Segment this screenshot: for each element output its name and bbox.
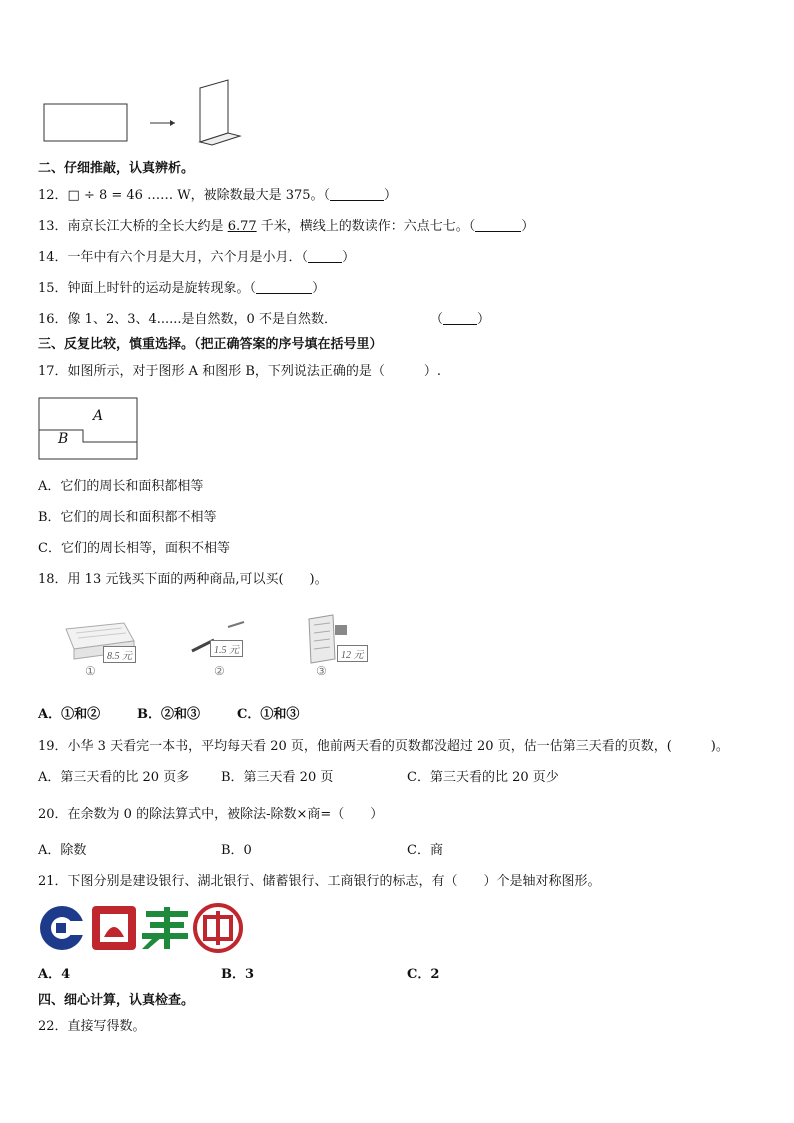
question-20: 20．在余数为 0 的除法算式中，被除法-除数×商=（ ）	[38, 807, 384, 822]
option-21-b[interactable]: B．3	[221, 967, 255, 982]
question-12: 12．□ ÷ 8 = 46 …… W，被除数最大是 375。（ ）	[38, 188, 398, 203]
price-tag-3: 12 元	[337, 645, 368, 662]
question-21: 21．下图分别是建设银行、湖北银行、储蓄银行、工商银行的标志，有（ ）个是轴对称图形。	[38, 874, 601, 889]
section-3-header: 三、反复比较，慎重选择。（把正确答案的序号填在括号里）	[38, 337, 383, 352]
icbc-logo-icon	[195, 905, 241, 951]
option-17-a[interactable]: A．它们的周长和面积都相等	[38, 479, 204, 494]
ccb-logo-icon	[40, 906, 86, 950]
question-number: 16．	[38, 312, 68, 327]
underlined-number: 6.77	[227, 219, 257, 234]
option-19-b[interactable]: B．第三天看 20 页	[221, 770, 334, 785]
option-17-b[interactable]: B．它们的周长和面积都不相等	[38, 510, 217, 525]
option-21-c[interactable]: C．2	[407, 967, 440, 982]
question-number: 21．	[38, 874, 68, 889]
item-mark-1: ①	[85, 664, 96, 678]
shape-a-b-diagram	[38, 397, 140, 461]
question-19: 19．小华 3 天看完一本书，平均每天看 20 页，他前两天看的页数都没超过 20 页，估一估第三天看的页数，( )。	[38, 739, 729, 754]
question-number: 14．	[38, 250, 68, 265]
option-19-c[interactable]: C．第三天看的比 20 页少	[407, 770, 559, 785]
postal-savings-logo-icon	[142, 907, 188, 949]
option-20-a[interactable]: A．除数	[38, 843, 87, 858]
question-number: 15．	[38, 281, 68, 296]
price-tag-2: 1.5 元	[210, 640, 243, 657]
option-18-c[interactable]: C．①和③	[237, 707, 300, 722]
question-16: 16．像 1、2、3、4......是自然数，0 不是自然数．	[38, 312, 337, 327]
answer-blank[interactable]	[475, 218, 521, 232]
top-figure	[40, 78, 250, 150]
question-16-answer: （ ）	[430, 312, 491, 327]
question-number: 22．	[38, 1019, 68, 1034]
bank-logos	[38, 903, 244, 953]
question-22: 22．直接写得数。	[38, 1019, 146, 1034]
option-18-b[interactable]: B．②和③	[137, 707, 200, 722]
option-20-b[interactable]: B．0	[221, 843, 252, 858]
question-15: 15．钟面上时针的运动是旋转现象。（ ）	[38, 281, 326, 296]
question-17: 17．如图所示，对于图形 A 和图形 B，下列说法正确的是（ ）.	[38, 364, 442, 379]
question-13: 13．南京长江大桥的全长大约是 6.77 千米，横线上的数读作：六点七七。（ ）	[38, 219, 535, 234]
option-20-c[interactable]: C．商	[407, 843, 443, 858]
item-mark-2: ②	[214, 664, 225, 678]
answer-blank[interactable]	[443, 311, 477, 325]
answer-blank[interactable]	[308, 249, 342, 263]
shape-a-label: A	[93, 408, 104, 424]
question-14: 14．一年中有六个月是大月，六个月是小月．（ ）	[38, 250, 356, 265]
shape-a-b-figure	[38, 397, 140, 461]
answer-blank[interactable]	[330, 187, 384, 201]
bank-logos-row	[38, 903, 244, 953]
question-number: 18．	[38, 572, 68, 587]
answer-blank[interactable]	[256, 280, 312, 294]
section-4-header: 四、细心计算，认真检查。	[38, 993, 195, 1008]
section-2-header: 二、仔细推敲，认真辨析。	[38, 161, 195, 176]
question-number: 13．	[38, 219, 68, 234]
option-18-a[interactable]: A．①和②	[38, 707, 101, 722]
question-18: 18．用 13 元钱买下面的两种商品,可以买( )。	[38, 572, 328, 587]
hubei-bank-logo-icon	[92, 906, 136, 950]
question-number: 12．	[38, 188, 68, 203]
rectangle-to-standing-card-diagram	[40, 78, 250, 150]
question-number: 20．	[38, 807, 68, 822]
option-17-c[interactable]: C．它们的周长相等，面积不相等	[38, 541, 230, 556]
item-mark-3: ③	[316, 664, 327, 678]
shape-b-label: B	[58, 431, 69, 447]
option-21-a[interactable]: A．4	[38, 967, 71, 982]
option-19-a[interactable]: A．第三天看的比 20 页多	[38, 770, 190, 785]
question-number: 19．	[38, 739, 68, 754]
price-tag-1: 8.5 元	[103, 646, 136, 663]
question-number: 17．	[38, 364, 68, 379]
